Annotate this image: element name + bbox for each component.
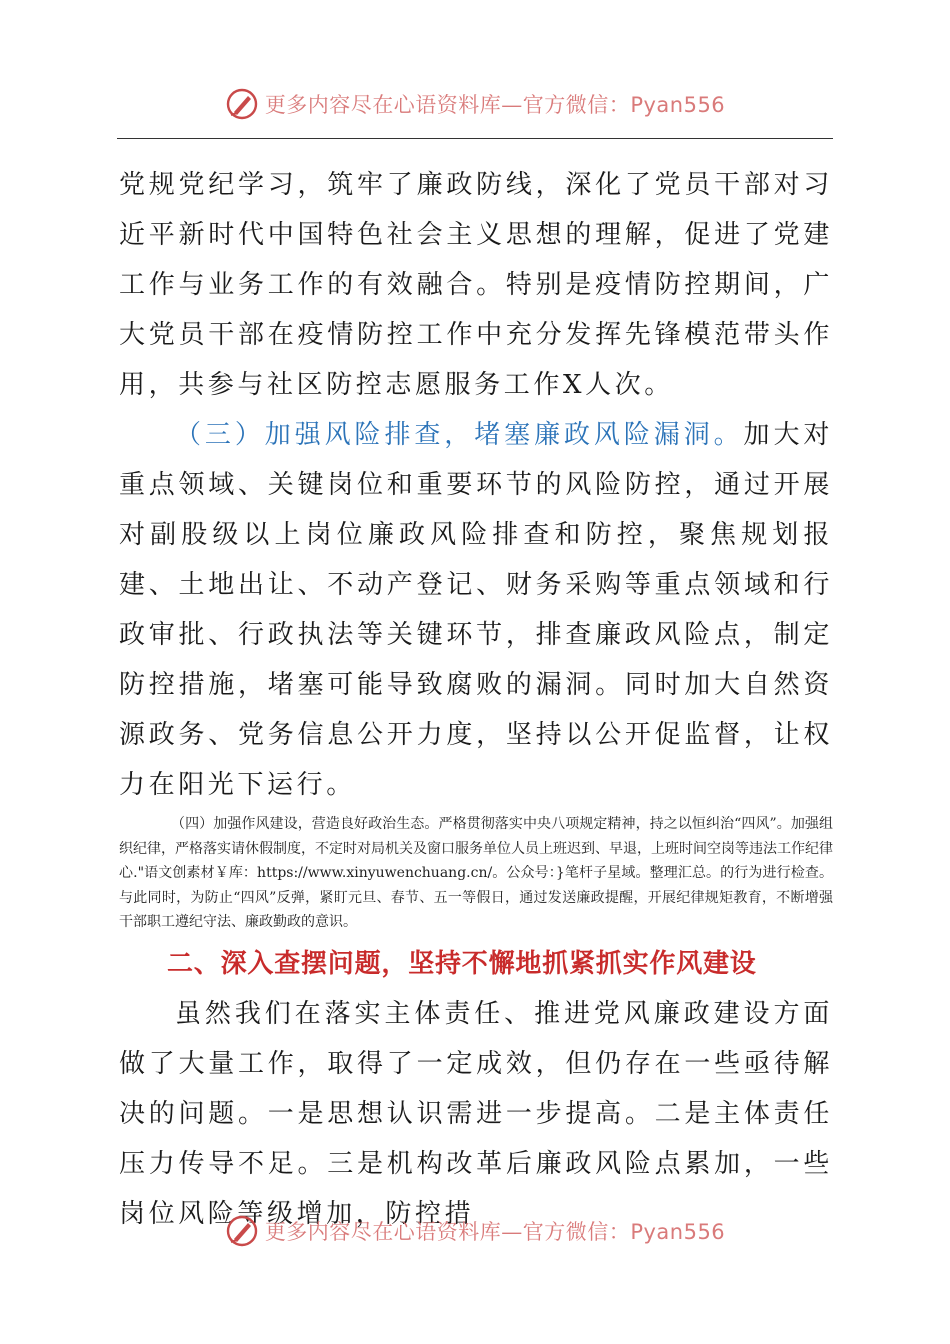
footer-wechat-id: Pyan556 xyxy=(630,1220,726,1244)
pen-logo-icon xyxy=(225,1214,259,1248)
header-wechat-id: Pyan556 xyxy=(630,93,726,117)
subheading-three: （三）加强风险排查，堵塞廉政风险漏洞。 xyxy=(175,420,744,450)
header-banner xyxy=(0,84,950,124)
footer-banner xyxy=(0,1211,950,1251)
header-text: 更多内容尽在心语资料库—官方微信：Pyan556 xyxy=(264,93,726,117)
paragraph-3: 虽然我们在落实主体责任、推进党风廉政建设方面做了大量工作，取得了一定成效，但仍存在一些亟待解决的问题。一是思想认识需进一步提高。二是主体责任压力传导不足。三是机构改革后廉政风险点累加，一些岗位风险等级增加，防控措 xyxy=(119,998,833,1229)
header-divider xyxy=(117,138,833,139)
section-heading-two: 二、深入查摆问题，坚持不懈地抓紧抓实作风建设 xyxy=(167,948,757,979)
paragraph-2-text: 加大对重点领域、关键岗位和重要环节的风险防控，通过开展对副股级以上岗位廉政风险排查和防控，聚焦规划报建、土地出让、不动产登记、财务采购等重点领域和行政审批、行政执法等关键环节，排查廉政风险点，制定防控措施，堵塞可能导致腐败的漏洞。同时加大自然资源政务、党务信息公开力度，坚持以公开促监督，让权力在阳光下运行。 xyxy=(119,420,833,800)
pen-logo-icon xyxy=(225,87,259,121)
footer-text: 更多内容尽在心语资料库—官方微信：Pyan556 xyxy=(264,1220,726,1244)
small-paragraph-text: （四）加强作风建设，营造良好政治生态。严格贯彻落实中央八项规定精神，持之以恒纠治“四风”。加强组织纪律，严格落实请休假制度，不定时对局机关及窗口服务单位人员上班迟到、早退，上班时间空岗等违法工作纪律心."语文创素材￥库：https://www.xinyuwenchuang.cn/。公众号：}笔杆子星域。整理汇总。的行为进行检查。与此同时，为防止“四风”反弹，紧盯元旦、春节、五一等假日，通过发送廉政提醒，开展纪律规矩教育，不断增强干部职工遵纪守法、廉政勤政的意识。 xyxy=(119,816,833,930)
small-paragraph xyxy=(119,812,833,935)
paragraph-2 xyxy=(119,410,833,810)
paragraph-1: 党规党纪学习，筑牢了廉政防线，深化了党员干部对习近平新时代中国特色社会主义思想的理解，促进了党建工作与业务工作的有效融合。特别是疫情防控期间，广大党员干部在疫情防控工作中充分发挥先锋模范带头作用，共参与社区防控志愿服务工作X人次。 xyxy=(119,170,833,400)
document-body xyxy=(119,160,833,1239)
